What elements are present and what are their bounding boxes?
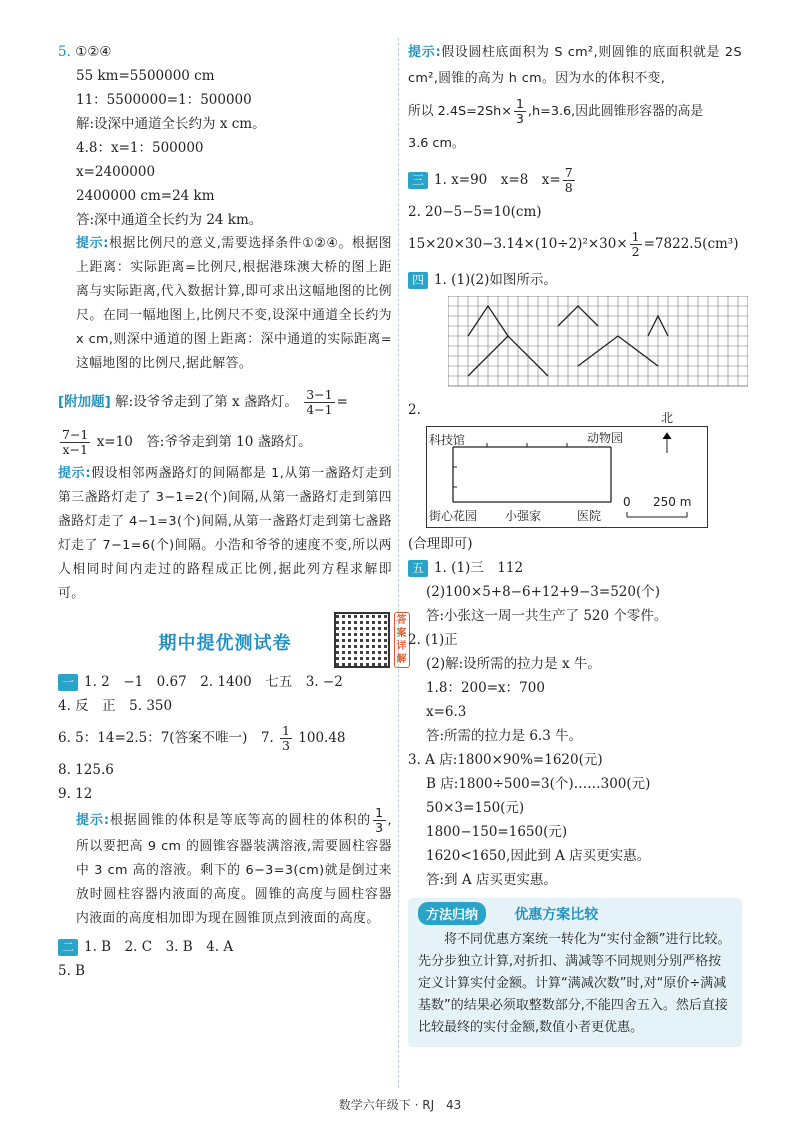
hint-text: 3.6 cm。 — [408, 136, 465, 151]
method-text: 将不同优惠方案统一转化为“实付金额”进行比较。先分步独立计算,对折扣、满减等不同规则分别严格按定义计算实付金额。计算“满减次数”时,对“原价÷满减基数”的结果必须取整数部分,不能四舍五入。然后直接比较最终的实付金额,数值小者更优惠。 — [418, 932, 731, 1035]
map-label-home: 小强家 — [505, 509, 542, 523]
part-three-badge: 三 — [408, 172, 428, 189]
hint-label: 提示: — [76, 813, 110, 828]
north-label: 北 — [661, 411, 674, 425]
part-five-line: 2. (1)正 — [408, 632, 458, 648]
part-four-badge: 四 — [408, 272, 428, 289]
part-five-line: x=6.3 — [426, 704, 467, 720]
part-three-line: 2. 20−5−5=10(cm) — [408, 204, 542, 220]
part-one-badge: 一 — [58, 674, 78, 691]
part-two — [58, 935, 392, 983]
part-three — [408, 160, 742, 264]
q5-line: x=2400000 — [76, 164, 156, 180]
part-two-line: 5. B — [58, 963, 86, 979]
hint-fraction: $\frac{1}{3}$ — [375, 805, 384, 835]
section-title-block — [58, 615, 408, 665]
hint-text: ,所以要把高 9 cm 的圆锥容器装满溶液,需要圆柱容器中 3 cm 高的溶液。剩下的 6−3=3(cm)就是倒过来放时圆柱容器内液面的高度。圆锥的高度与圆柱容器内液面的高度相加即为现在圆锥顶点到液面的高度。 — [76, 813, 392, 926]
part-five — [408, 556, 742, 892]
part-one-line: 8. 125.6 — [58, 762, 114, 778]
q5-answer: ①②④ — [75, 44, 112, 60]
extra-label: [附加题] — [58, 394, 111, 410]
q5-line: 4.8：x=1：500000 — [76, 140, 204, 156]
part-five-line: 1800−150=1650(元) — [426, 824, 568, 840]
page-footer — [0, 1096, 800, 1113]
part-one-value: 100.48 — [298, 730, 346, 746]
map-label-science-museum: 科技馆 — [429, 433, 466, 447]
hint-label: 提示: — [58, 466, 91, 481]
part-one-line: 1. 2 −1 0.67 2. 1400 七五 3. −2 — [84, 674, 343, 690]
part-two-line: 1. B 2. C 3. B 4. A — [84, 939, 234, 955]
hint-label: 提示: — [408, 45, 442, 60]
qr-tag: 答案详解 — [394, 612, 410, 668]
part-three-fraction: $\frac{1}{2}$ — [631, 229, 640, 259]
part-one-line: 6. 5：14=2.5：7(答案不唯一) 7. — [58, 730, 274, 746]
part-five-line: 3. A 店:1800×90%=1620(元) — [408, 752, 603, 768]
page-number: 43 — [445, 1098, 462, 1112]
scale-zero: 0 — [623, 495, 631, 509]
method-summary-box — [408, 898, 742, 1047]
hint-label: 提示: — [76, 236, 109, 251]
column-divider — [398, 38, 399, 1088]
part-three-value: =7822.5(cm³) — [643, 236, 739, 252]
q5-line: 55 km=5500000 cm — [76, 68, 215, 84]
equals-sign: = — [336, 394, 348, 410]
part-one-line: 4. 反 正 5. 350 — [58, 698, 173, 714]
part-two-badge: 二 — [58, 939, 78, 956]
part-five-line: B 店:1800÷500=3(个)……300(元) — [426, 776, 651, 792]
extra-fraction-1: $\frac{3-1}{4-1}$ — [306, 387, 333, 417]
part-five-line: 答:小张这一周一共生产了 520 个零件。 — [426, 608, 668, 624]
extra-text: 解:设爷爷走到了第 x 盏路灯。 — [115, 394, 298, 410]
method-badge: 方法归纳 — [418, 902, 486, 925]
part-one-line: 9. 12 — [58, 786, 93, 802]
part-one-hint — [58, 806, 392, 931]
map-diagram — [426, 411, 708, 528]
footer-text: 数学六年级下 · RJ — [338, 1098, 435, 1112]
q5-hint — [76, 232, 392, 376]
part-five-line: 1620<1650,因此到 A 店买更实惠。 — [426, 848, 651, 864]
q5-header — [58, 40, 392, 64]
part-three-fraction: $\frac{7}{8}$ — [564, 165, 573, 195]
hint-fraction: $\frac{1}{3}$ — [515, 96, 524, 126]
map-label-zoo: 动物园 — [587, 431, 624, 445]
part-five-badge: 五 — [408, 560, 428, 577]
part-five-line: 50×3=150(元) — [426, 800, 525, 816]
extra-question — [58, 382, 392, 606]
q5-line: 2400000 cm=24 km — [76, 188, 215, 204]
q5-line: 答:深中通道全长约为 24 km。 — [76, 212, 263, 228]
hint-text: 所以 2.4S=2Sh× — [408, 104, 512, 119]
part-four — [408, 268, 742, 556]
part-five-line: (2)100×5+8−6+12+9−3=520(个) — [426, 584, 660, 600]
hint-text: ,h=3.6,因此圆锥形容器的高是 — [527, 104, 704, 119]
part-one-fraction: $\frac{1}{3}$ — [282, 723, 290, 753]
qr-code-icon[interactable] — [334, 612, 390, 668]
q5-line: 11：5500000=1：500000 — [76, 92, 252, 108]
top-hint — [408, 40, 742, 92]
scale-value: 250 m — [653, 495, 692, 509]
hint-text: 根据比例尺的意义,需要选择条件①②④。根据图上距离：实际距离=比例尺,根据港珠澳大桥的图上距离与实际距离,代入数据计算,即可求出这幅地图的比例尺。在同一幅地图上,比例尺不变,设深中通道全长约为 x cm,则深中通道的图上距离：深中通道的实际距离=这幅地图的比例尺,据此解答。 — [76, 236, 392, 371]
part-three-line: 15×20×30−3.14×(10÷2)²×30× — [408, 236, 628, 252]
left-column — [58, 40, 408, 983]
extra-answer: x=10 答:爷爷走到第 10 盏路灯。 — [96, 434, 312, 450]
section-title: 期中提优测试卷 — [158, 633, 292, 654]
hint-text: 根据圆锥的体积是等底等高的圆柱的体积的 — [109, 813, 372, 828]
part-four-line: 1. (1)(2)如图所示。 — [434, 272, 557, 288]
extra-hint — [58, 462, 392, 606]
q5-number: 5. — [58, 44, 71, 60]
q5-line: 解:设深中通道全长约为 x cm。 — [76, 116, 266, 132]
extra-fraction-2: $\frac{7-1}{x-1}$ — [62, 427, 89, 457]
hint-text: 假设圆柱底面积为 S cm²,则圆锥的底面积就是 2S cm²,圆锥的高为 h cm。因为水的体积不变, — [408, 45, 742, 86]
map-note: (合理即可) — [408, 536, 473, 552]
map-label-garden: 街心花园 — [429, 509, 478, 523]
grid-figure — [448, 296, 748, 390]
right-column — [408, 40, 742, 1047]
part-five-line: 答:到 A 店买更实惠。 — [426, 872, 557, 888]
part-five-line: 1.8：200=x：700 — [426, 680, 545, 696]
part-three-line: 1. x=90 x=8 x= — [434, 172, 561, 188]
hint-text: 假设相邻两盏路灯的间隔都是 1,从第一盏路灯走到第三盏路灯走了 3−1=2(个)间隔,从第一盏路灯走到第四盏路灯走了 4−1=3(个)间隔,从第一盏路灯走到第七盏路灯走了 7−1=6(个)间隔。小浩和爷爷的速度不变,所以两人相同时间内走过的路程成正比例,据此列方程求解即可。 — [58, 466, 392, 601]
part-five-line: (2)解:设所需的拉力是 x 牛。 — [426, 656, 601, 672]
map-label-hospital: 医院 — [577, 509, 602, 523]
part-five-line: 答:所需的拉力是 6.3 牛。 — [426, 728, 583, 744]
q2-number: 2. — [408, 402, 421, 418]
part-five-line: 1. (1)三 112 — [434, 560, 524, 576]
method-title: 优惠方案比较 — [514, 907, 599, 923]
part-one — [58, 670, 392, 931]
